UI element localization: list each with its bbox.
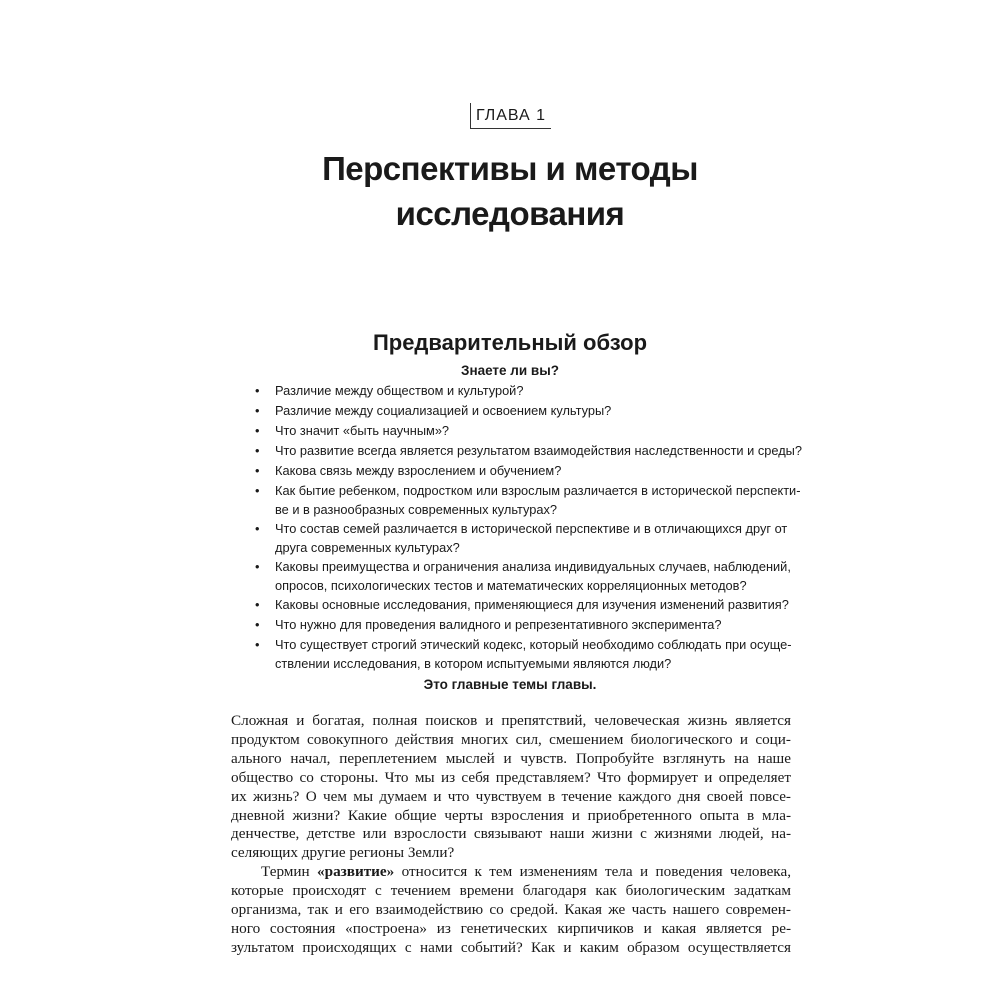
question-text: Что нужно для проведения валидного и репрезентативного эксперимента?: [275, 617, 722, 632]
question-text: опросов, психологических тестов и математических корреляционных методов?: [275, 578, 747, 593]
preview-heading: Предварительный обзор: [372, 330, 648, 355]
question-item: [255, 421, 780, 441]
question-item: [255, 381, 780, 401]
text-line: денчестве, детстве или взрослости связывают наши жизни с жизнями людей, на-: [231, 825, 791, 843]
question-list: [255, 381, 802, 673]
question-item: [255, 481, 801, 519]
question-item: [255, 615, 780, 635]
chapter-title-line: Перспективы и методы: [322, 150, 698, 187]
preview-subheading: Знаете ли вы?: [460, 363, 560, 378]
question-item: [255, 401, 780, 421]
question-item: [255, 635, 792, 673]
question-text: ве и в разнообразных современных культурах?: [275, 502, 558, 517]
text-line: которые происходят с течением времени благодаря как биологическим задаткам: [231, 882, 791, 900]
text-line: ного состояния «построена» из генетических кирпичиков и какая является ре-: [231, 919, 791, 937]
text-line: селяющих другие регионы Земли?: [231, 844, 455, 862]
question-text: Что значит «быть научным»?: [275, 423, 450, 438]
question-text: друга современных культурах?: [275, 540, 460, 555]
chapter-title: [200, 146, 820, 236]
question-item: [255, 595, 789, 615]
text-line: ального начал, переплетением мыслей и чувств. Попробуйте взглянуть на наше: [231, 749, 791, 767]
text-fragment: относится к тем изменениям тела и поведения человека,: [394, 863, 791, 881]
paragraph: [231, 712, 791, 863]
paragraph: [231, 863, 791, 958]
text-line: [231, 863, 791, 882]
chapter-number-label: ГЛАВА 1: [470, 103, 551, 129]
text-line: продуктом совокупного действия многих сил, смешением биологического и соци-: [231, 730, 791, 748]
question-text: ствлении исследования, в котором испытуемыми являются люди?: [275, 656, 672, 671]
text-line: их жизнь? О чем мы думаем и что чувствуем в течение каждого дня своей повсе-: [231, 787, 791, 805]
text-line: дневной жизни? Какие общие черты взросления и приобретенного опыта в мла-: [231, 806, 791, 824]
question-item: [255, 441, 802, 461]
question-text: Каковы основные исследования, применяющиеся для изучения изменений развития?: [275, 597, 789, 612]
text-line: общество со стороны. Что мы из себя представляем? Что формирует и определяет: [231, 768, 791, 786]
text-line: Сложная и богатая, полная поисков и препятствий, человеческая жизнь является: [231, 712, 791, 729]
question-text: Что состав семей различается в исторической перспективе и в отличающихся друг от: [275, 521, 788, 536]
question-text: Какова связь между взрослением и обучением?: [275, 463, 562, 478]
text-fragment: Термин: [261, 863, 318, 881]
body-text: [231, 712, 791, 958]
question-text: Различие между обществом и культурой?: [275, 383, 524, 398]
question-text: Как бытие ребенком, подростком или взрослым различается в исторической перспекти-: [275, 483, 801, 498]
chapter-title-line: исследования: [395, 195, 625, 232]
text-line: зультатом происходящих с нами событий? Как и каким образом осуществляется: [231, 938, 791, 956]
question-item: [255, 461, 780, 481]
question-text: Каковы преимущества и ограничения анализа индивидуальных случаев, наблюдений,: [275, 559, 791, 574]
text-line: организма, так и его взаимодействию со средой. Какая же часть нашего современ-: [231, 901, 791, 919]
preview-summary: Это главные темы главы.: [423, 677, 597, 692]
question-item: [255, 557, 791, 595]
question-text: Что существует строгий этический кодекс, который необходимо соблюдать при осуще-: [275, 637, 792, 652]
question-item: [255, 519, 788, 557]
question-text: Различие между социализацией и освоением культуры?: [275, 403, 612, 418]
question-text: Что развитие всегда является результатом взаимодействия наследственности и среды?: [275, 443, 802, 458]
key-term: «развитие»: [317, 863, 395, 881]
